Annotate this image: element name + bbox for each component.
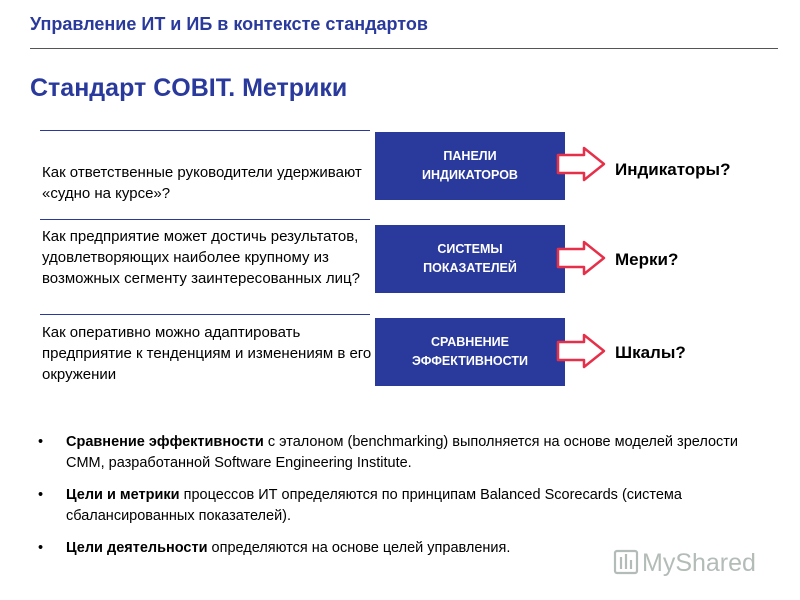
watermark-logo xyxy=(612,540,772,580)
box-line: ПОКАЗАТЕЛЕЙ xyxy=(423,261,517,275)
metric-label-indicators: Индикаторы? xyxy=(615,160,731,179)
section-header: Управление ИТ и ИБ в контексте стандартов xyxy=(30,14,428,34)
question-divider xyxy=(40,314,370,315)
box-line: ПАНЕЛИ xyxy=(443,149,497,163)
bullet-item xyxy=(38,432,768,474)
question-divider xyxy=(40,130,370,131)
bullet-dot: • xyxy=(38,434,44,450)
box-line: ЭФФЕКТИВНОСТИ xyxy=(412,354,528,368)
box-line: ИНДИКАТОРОВ xyxy=(422,168,518,182)
bullet-text: определяются на основе целей управления. xyxy=(207,540,511,556)
bullet-bold: Цели и метрики xyxy=(66,487,180,503)
concept-box-dashboards xyxy=(375,132,565,200)
box-line: СРАВНЕНИЕ xyxy=(430,335,510,349)
arrow-right-icon xyxy=(556,146,606,182)
slide-title: Стандарт COBIT. Метрики xyxy=(30,74,348,102)
bullet-text: процессов ИТ определяются по принципам Balanced Scorecards (система сбалансированных показателей). xyxy=(66,487,682,524)
question-divider xyxy=(40,219,370,220)
header-divider xyxy=(30,48,778,49)
bullet-item xyxy=(38,485,768,527)
question-text: Как предприятие может достичь результатов, удовлетворяющих наиболее крупному из возможных сегменту заинтересованных лиц? xyxy=(42,228,360,287)
bullet-dot: • xyxy=(38,487,44,503)
question-text: Как оперативно можно адаптировать предприятие к тенденциям и изменениям в его окружении xyxy=(42,324,372,383)
arrow-right-icon xyxy=(556,333,606,369)
metric-label-measures: Мерки? xyxy=(615,250,679,269)
bullet-bold: Цели деятельности xyxy=(66,540,208,556)
concept-box-scorecards xyxy=(375,225,565,293)
question-text: Как ответственные руководители удерживают «судно на курсе»? xyxy=(42,164,362,202)
box-line: СИСТЕМЫ xyxy=(437,242,503,256)
bullet-text: с эталоном (benchmarking) выполняется на основе моделей зрелости CMM, разработанной Software Engineering Institute. xyxy=(66,434,739,471)
svg-text:MyShared: MyShared xyxy=(642,549,756,577)
bullet-dot: • xyxy=(38,540,44,556)
arrow-right-icon xyxy=(556,240,606,276)
metric-label-scales: Шкалы? xyxy=(615,343,686,362)
bullet-bold: Сравнение эффективности xyxy=(66,434,264,450)
concept-box-benchmarking xyxy=(375,318,565,386)
